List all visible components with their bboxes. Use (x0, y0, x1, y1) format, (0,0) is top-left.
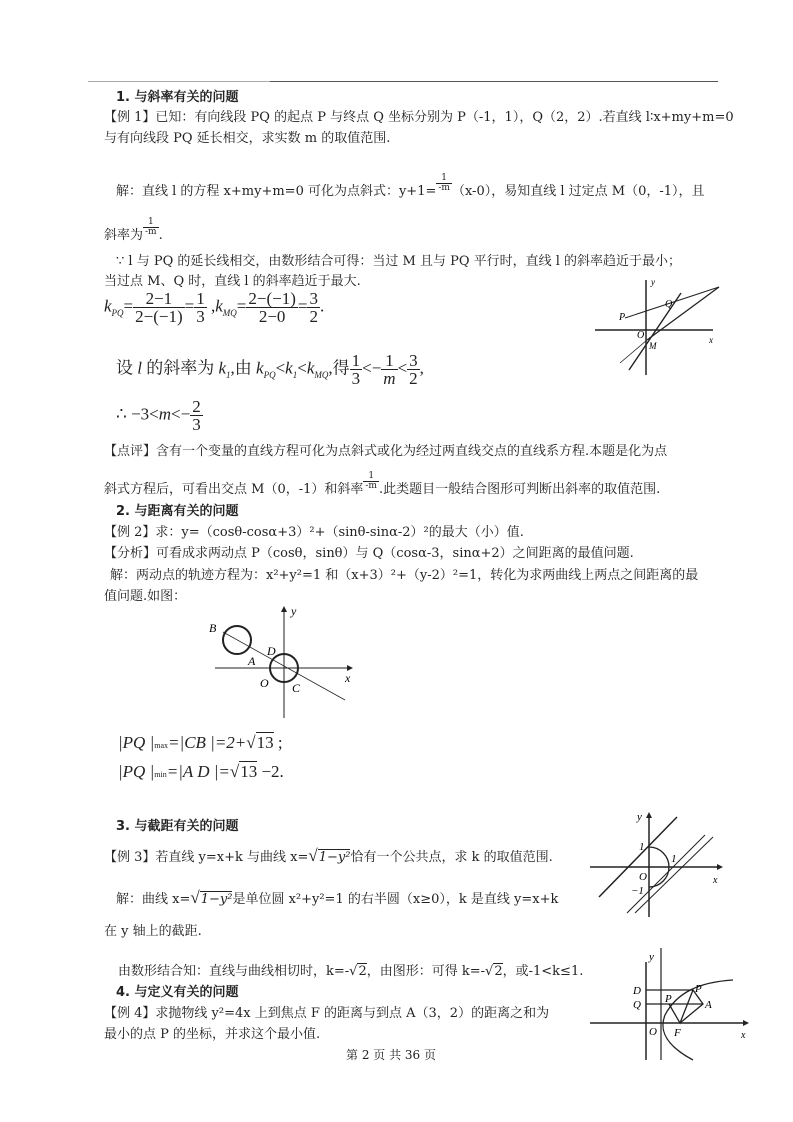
fraction-1-over-minus-m (143, 218, 159, 237)
k-mq-val-num: 3 (309, 289, 318, 308)
label-x: x (709, 335, 713, 345)
sqrt-13: 13 (240, 762, 258, 781)
k-pq-val-num: 1 (196, 289, 205, 308)
label-1-x: 1 (671, 853, 677, 865)
set-text-b: 的斜率为 (141, 358, 219, 378)
solution-2-line-2: 值问题.如图： (104, 589, 187, 604)
line-parallel (620, 340, 647, 363)
semicolon: ; (273, 733, 283, 752)
cb-expr: =|CB |=2+ (168, 733, 247, 752)
min-sub: min (154, 770, 167, 779)
label-y: y (637, 811, 642, 823)
label-d: D (633, 985, 641, 997)
sol-3-e: ，由图形：可得 k=- (366, 964, 486, 979)
example-3-text: 【例 3】若直线 y=x+k 与曲线 x=√1−y²恰有一个公共点，求 k 的取值范围. (104, 846, 553, 865)
solution-3-line-2: 在 y 轴上的截距. (104, 924, 202, 939)
k-pq-sub: PQ (111, 307, 124, 318)
max-sub: max (154, 741, 169, 750)
k-mq-num: 2−(−1) (248, 289, 296, 308)
k-mq-label: k (215, 296, 223, 316)
label-o: O (649, 1026, 657, 1038)
example-4-line-2: 最小的点 P 的坐标，并求这个最小值. (104, 1027, 321, 1042)
sol-3-a: 解：曲线 x= (116, 892, 191, 907)
sub: MQ (314, 369, 329, 380)
fraction-1-over-minus-m (363, 472, 379, 491)
label-y: y (649, 951, 654, 963)
label-y: y (291, 604, 297, 618)
example-3-a: 【例 3】若直线 y=x+k 与曲线 x= (104, 850, 309, 865)
review-b: 斜式方程后，可看出交点 M（0，-1）和斜率 (104, 482, 364, 497)
minus-two: −2. (257, 762, 284, 781)
solution-1-text-a: 解：直线 l 的方程 x+my+m=0 可化为点斜式：y+1= (116, 184, 437, 199)
slope-formula-line: $k_{PQ}=$ $\frac{2-1}{2-(-1)}$ = $\frac{1}{3}$ $,k_{MQ}=$ $\frac{2-(-1)}{2-0}$ = $\frac{3}{2}$ . (104, 289, 325, 326)
ineq-num: 1 (381, 352, 397, 370)
section-1-heading: 1. 与斜率有关的问题 (116, 90, 239, 105)
y-arrow (281, 606, 287, 612)
sqrt-expr: 1−y² (200, 892, 233, 907)
label-1-y: 1 (639, 841, 645, 853)
solution-3-line-1: 解：曲线 x=√1−y²是单位圆 x²+y²=1 的右半圆（x≥0），k 是直线 y=x+k (116, 888, 559, 907)
label-minus-1: −1 (631, 885, 644, 897)
sqrt-2: 2 (358, 964, 367, 979)
pq-abs: |PQ | (118, 733, 155, 752)
period: . (158, 228, 163, 243)
line-m (647, 287, 719, 340)
label-d: D (267, 644, 276, 658)
k-mq-val-den: 2 (309, 307, 318, 326)
inequality-line: 设 l 的斜率为 $k_1$,由 $k_{PQ}<k_1<k_{MQ}$,得 $\frac{1}{3}$ <− $\frac{1}{m}$ < $\frac{3}{2}$ , (116, 351, 424, 388)
label-o: O (639, 871, 647, 883)
frac-den: -m (365, 481, 377, 491)
label-p: P (619, 312, 626, 323)
k-pq: k (256, 358, 264, 378)
review-c: .此类题目一般结合图形可判断出斜率的取值范围. (378, 482, 661, 497)
label-x: x (741, 1030, 746, 1041)
label-x: x (713, 875, 718, 886)
set-text: 设 (116, 358, 138, 378)
ineq-den: m (383, 369, 396, 388)
label-c: C (292, 681, 301, 695)
example-1-text: 【例 1】已知：有向线段 PQ 的起点 P 与终点 Q 坐标分别为 P（-1，1），Q（2，2）.若直线 l∶x+my+m=0 (104, 110, 734, 125)
sqrt-2: 2 (494, 964, 503, 979)
solution-1-text-b: （x-0），易知直线 l 过定点 M（0，-1），且 (451, 184, 705, 199)
label-a: A (705, 999, 712, 1011)
min-distance-line: |PQ |min=|A D |=√13 −2. (118, 762, 284, 781)
label-q: Q (633, 999, 641, 1011)
therefore-b: <− (171, 404, 191, 424)
example-1-text-cont: 与有向线段 PQ 延长相交，求实数 m 的取值范围. (104, 131, 391, 146)
k1-var: k (218, 358, 227, 378)
review-line-1: 【点评】含有一个变量的直线方程可化为点斜式或化为经过两直线交点的直线系方程.本题是化为点 (104, 444, 668, 459)
frac-den: 3 (192, 415, 201, 434)
k-mq-den: 2−0 (258, 307, 286, 326)
frac-num: 2 (192, 397, 201, 416)
solution-3-line-3: 由数形结合知：直线与曲线相切时，k=-√2，由图形：可得 k=-√2，或-1<k≤1. (118, 964, 584, 979)
set-text-c: ,由 (230, 358, 257, 378)
sqrt-13: 13 (256, 733, 274, 752)
label-o: O (260, 676, 269, 690)
figure-1-slope-diagram (585, 275, 725, 375)
frac-num: 1 (143, 218, 159, 228)
k-pq-label: k (104, 296, 112, 316)
frac-den: -m (438, 183, 450, 193)
sol-3-f: ，或-1<k≤1. (502, 964, 584, 979)
y-arrow (646, 812, 652, 818)
k-mq: k (306, 358, 315, 378)
fraction-1-over-minus-m (436, 174, 452, 193)
review-line-2 (104, 471, 661, 499)
therefore-a: ∴ −3< (116, 404, 159, 424)
label-y: y (651, 277, 655, 287)
figure-2-circles-diagram (195, 600, 365, 725)
max-distance-line: |PQ |max=|CB |=2+√13 ; (118, 733, 283, 752)
ineq-num: 3 (409, 351, 418, 370)
header-rule-dark (270, 81, 718, 82)
ineq-den: 2 (409, 369, 418, 388)
x-arrow (743, 1020, 749, 1026)
label-f: F (674, 1027, 681, 1039)
figure-4-parabola-diagram (585, 940, 755, 1065)
frac-num: 1 (436, 174, 452, 184)
page-footer: 第 2 页 共 36 页 (346, 1048, 436, 1062)
solution-1-line-3: ∵ l 与 PQ 的延长线相交，由数形结合可得：当过 M 且与 PQ 平行时，直线 l 的斜率趋近于最小； (116, 254, 682, 269)
k-pq-den: 2−(−1) (135, 307, 183, 326)
example-3-b: 恰有一个公共点，求 k 的取值范围. (350, 850, 553, 865)
label-a: A (248, 654, 256, 668)
example-4-line-1: 【例 4】求抛物线 y²=4x 上到焦点 F 的距离与到点 A（3，2）的距离之和为 (104, 1006, 550, 1021)
solution-1-line-2 (104, 217, 163, 245)
m-var: m (158, 404, 172, 424)
k-pq-val-den: 3 (196, 307, 205, 326)
figure-3-semicircle-diagram (585, 805, 735, 925)
sqrt-expr: 1−y² (318, 850, 351, 865)
analysis-2-text: 【分析】可看成求两动点 P（cosθ，sinθ）与 Q（cosα-3，sinα+2）之间距离的最值问题. (104, 546, 634, 561)
x-arrow (717, 864, 723, 870)
solution-2-line-1: 解：两动点的轨迹方程为：x²+y²=1 和（x+3）²+（y-2）²=1，转化为求两曲线上两点之间距离的最 (110, 568, 699, 583)
sol-3-b: 是单位圆 x²+y²=1 的右半圆（x≥0），k 是直线 y=x+k (232, 892, 559, 907)
k-mq-sub: MQ (222, 307, 237, 318)
label-q: Q (665, 299, 673, 310)
label-p-prime: P (695, 983, 702, 995)
sub: PQ (263, 369, 276, 380)
k-pq-num: 2−1 (133, 290, 185, 308)
therefore-line (116, 398, 203, 433)
section-4-heading: 4. 与定义有关的问题 (116, 985, 239, 1000)
ad-expr: =|A D |= (166, 762, 230, 781)
ineq-num: 1 (351, 351, 361, 370)
label-o: O (637, 330, 645, 341)
frac-den: -m (145, 227, 157, 237)
slope-label: 斜率为 (104, 228, 144, 243)
label-m: M (649, 341, 657, 351)
ineq-den: 3 (351, 369, 361, 388)
frac-num: 1 (363, 472, 379, 482)
label-p: P (665, 993, 672, 1005)
l-var: l (137, 358, 142, 378)
label-x: x (345, 671, 351, 685)
solution-1-line-4: 当过点 M、Q 时，直线 l 的斜率趋近于最大. (104, 274, 361, 289)
solution-1-line-1 (116, 173, 705, 201)
pq-abs: |PQ | (118, 762, 155, 781)
example-2-text: 【例 2】求：y=（cosθ-cosα+3）²+（sinθ-sinα-2）²的最大（小）值. (104, 525, 524, 540)
label-b: B (209, 621, 217, 635)
set-text-d: ,得 (328, 358, 350, 378)
section-2-heading: 2. 与距离有关的问题 (116, 504, 239, 519)
sol-3-d: 由数形结合知：直线与曲线相切时，k=- (118, 964, 350, 979)
section-3-heading: 3. 与截距有关的问题 (116, 819, 239, 834)
